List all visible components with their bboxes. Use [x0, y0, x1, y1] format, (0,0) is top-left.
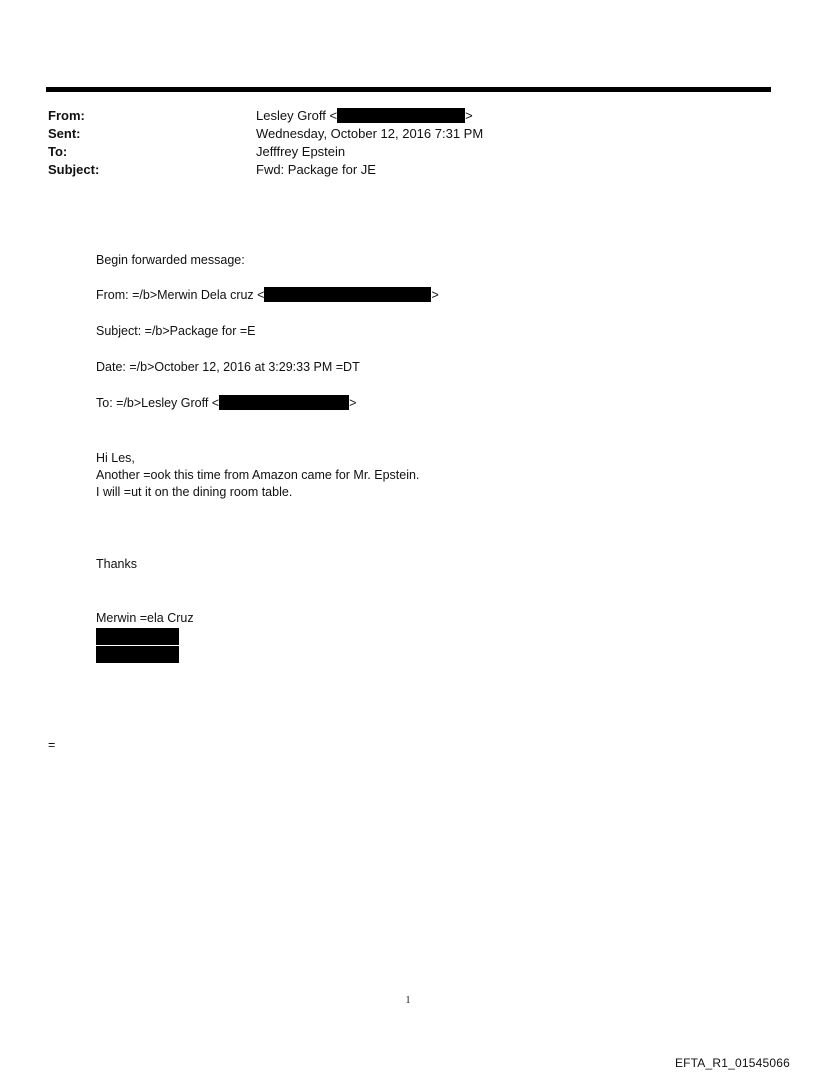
header-from-row — [48, 107, 768, 125]
forward-to-line — [96, 395, 356, 412]
bates-number: EFTA_R1_01545066 — [674, 1056, 790, 1070]
from-close: > — [465, 108, 473, 123]
from-value — [256, 107, 473, 125]
signature-name: Merwin =ela Cruz — [96, 611, 194, 625]
message-line-2: I will =ut it on the dining room table. — [96, 485, 293, 499]
header-to-row — [48, 143, 768, 161]
header-sent-row — [48, 125, 768, 143]
redacted-signature-line-1 — [96, 628, 179, 645]
subject-label: Subject: — [48, 162, 100, 177]
message-line-1: Another =ook this time from Amazon came for Mr. Epstein. — [96, 468, 420, 482]
forward-from-line — [96, 287, 439, 304]
subject-value: Fwd: Package for JE — [256, 162, 376, 177]
to-label: To: — [48, 144, 68, 159]
redacted-email — [264, 287, 431, 302]
header-subject-row — [48, 161, 768, 179]
redacted-email — [337, 108, 465, 123]
forward-subject-line: Subject: =/b>Package for =E — [96, 324, 256, 338]
redacted-email — [219, 395, 349, 410]
from-label: From: — [48, 108, 85, 123]
from-name: Lesley Groff < — [256, 108, 338, 123]
to-value: Jefffrey Epstein — [256, 144, 346, 159]
forward-from-close: > — [431, 288, 439, 302]
message-greeting: Hi Les, — [96, 451, 135, 465]
sent-value: Wednesday, October 12, 2016 7:31 PM — [256, 126, 484, 141]
forward-date-line: Date: =/b>October 12, 2016 at 3:29:33 PM =DT — [96, 360, 360, 374]
trailing-equals: = — [48, 738, 56, 752]
forward-intro: Begin forwarded message: — [96, 253, 245, 267]
forward-from-text: From: =/b>Merwin Dela cruz < — [96, 288, 265, 302]
sent-label: Sent: — [48, 126, 81, 141]
forward-to-close: > — [349, 396, 357, 410]
redacted-signature-line-2 — [96, 646, 179, 663]
header-divider — [46, 87, 771, 92]
message-thanks: Thanks — [96, 557, 137, 571]
forward-to-text: To: =/b>Lesley Groff < — [96, 396, 220, 410]
page-number: 1 — [405, 995, 411, 1006]
